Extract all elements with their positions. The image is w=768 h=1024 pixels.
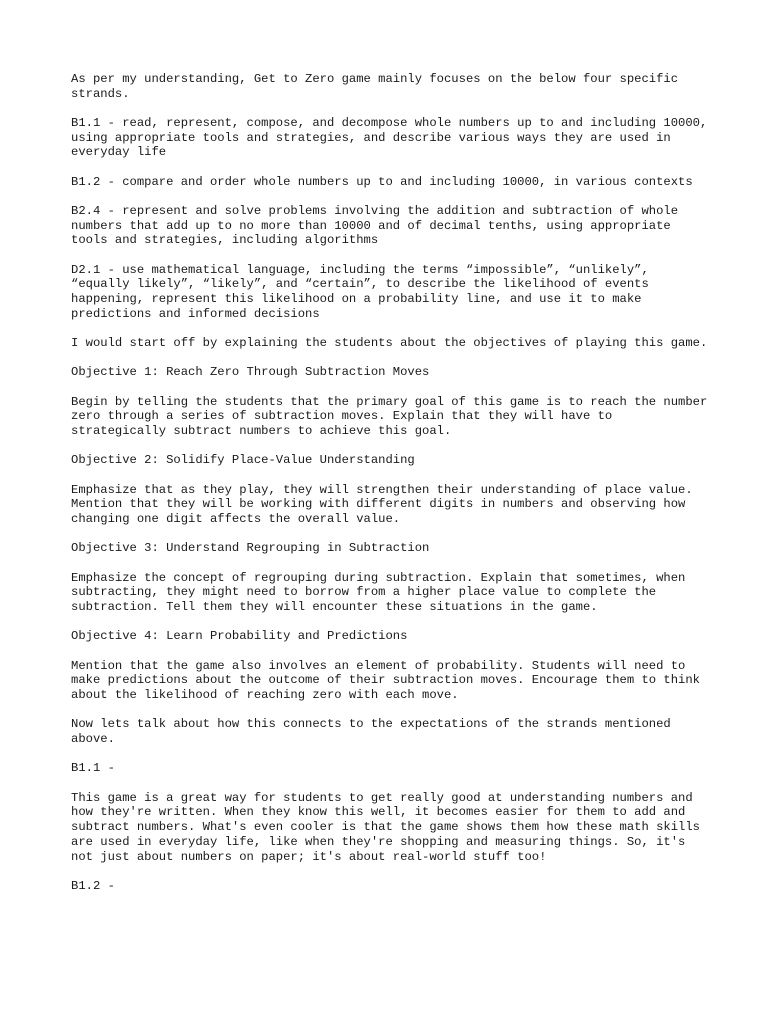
document-page xyxy=(71,72,711,908)
objective-4-heading: Objective 4: Learn Probability and Predictions xyxy=(71,629,408,644)
objective-2-heading: Objective 2: Solidify Place-Value Understanding xyxy=(71,453,415,468)
strand-b2-4-paragraph: B2.4 - represent and solve problems involving the addition and subtraction of whole numbers that add up to no more than 10000 and of decimal tenths, using appropriate tools and strategies, including algorithms xyxy=(71,204,679,248)
objective-1-heading: Objective 1: Reach Zero Through Subtraction Moves xyxy=(71,365,430,380)
strand-b1-2-paragraph: B1.2 - compare and order whole numbers up to and including 10000, in various contexts xyxy=(71,174,693,189)
objective-3-heading: Objective 3: Understand Regrouping in Subtraction xyxy=(71,541,430,556)
b1-2-subheading: B1.2 - xyxy=(71,878,115,893)
objective-2-paragraph: Emphasize that as they play, they will strengthen their understanding of place value. Mention that they will be working with different digits in numbers and observing how changing one digit affects the overall value. xyxy=(71,482,693,527)
intro-paragraph: As per my understanding, Get to Zero game mainly focuses on the below four specific strands. xyxy=(71,72,679,101)
b1-1-explanation-paragraph: This game is a great way for students to get really good at understanding numbers and how they're written. When they know this well, it becomes easier for them to add and subtract numbers. What's even cooler is that the game shows them how these math skills are used in everyday life, like when they're shopping and measuring things. So, it's not just about numbers on paper; it's about real-world stuff too! xyxy=(71,790,700,864)
strand-d2-1-paragraph: D2.1 - use mathematical language, including the terms “impossible”, “unlikely”, “equally likely”, “likely”, and “certain”, to describe the likelihood of events happening, represent this likelihood on a probability line, and use it to make predictions and informed decisions xyxy=(71,262,649,321)
strand-b1-1-paragraph: B1.1 - read, represent, compose, and decompose whole numbers up to and including 10000, using appropriate tools and strategies, and describe various ways they are used in everyday life xyxy=(71,116,708,160)
b1-1-subheading: B1.1 - xyxy=(71,761,115,776)
objectives-intro-paragraph: I would start off by explaining the students about the objectives of playing this game. xyxy=(71,336,708,351)
objective-1-paragraph: Begin by telling the students that the primary goal of this game is to reach the number zero through a series of subtraction moves. Explain that they will have to strategically subtract numbers to achieve this goal. xyxy=(71,394,708,439)
objective-3-paragraph: Emphasize the concept of regrouping during subtraction. Explain that sometimes, when subtracting, they might need to borrow from a higher place value to complete the subtraction. Tell them they will encounter these situations in the game. xyxy=(71,570,686,615)
objective-4-paragraph: Mention that the game also involves an element of probability. Students will need to make predictions about the outcome of their subtraction moves. Encourage them to think about the likelihood of reaching zero with each move. xyxy=(71,658,700,703)
connection-intro-paragraph: Now lets talk about how this connects to the expectations of the strands mentioned above. xyxy=(71,717,671,747)
